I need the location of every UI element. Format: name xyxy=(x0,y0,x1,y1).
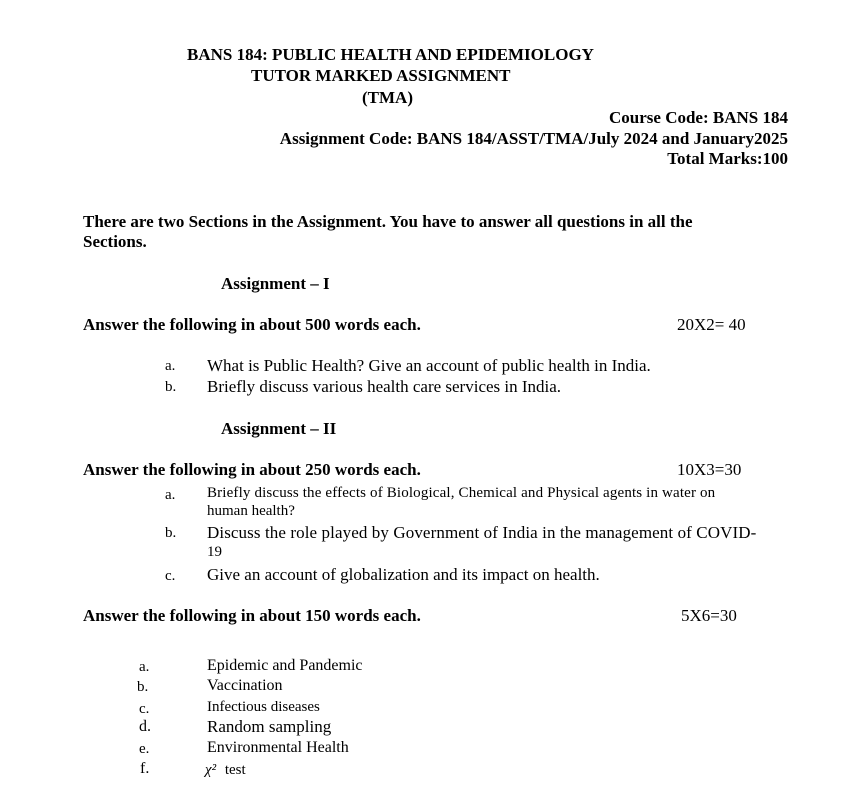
intro-text: There are two Sections in the Assignment. You have to answer all questions in all the Sections. xyxy=(83,212,693,251)
section1-heading: Assignment – I xyxy=(221,274,330,293)
section2-heading: Assignment – II xyxy=(221,419,337,438)
s3-q-c-label: c. xyxy=(139,701,150,717)
s1-q-a-label: a. xyxy=(165,358,176,374)
total-marks: Total Marks:100 xyxy=(667,149,788,168)
s2-q-a-text-line2: human health? xyxy=(207,503,295,519)
s3-q-f-content xyxy=(205,762,246,779)
title-line-3: (TMA) xyxy=(362,88,413,107)
title-line-1: BANS 184: PUBLIC HEALTH AND EPIDEMIOLOGY xyxy=(187,45,594,64)
section1-marks: 20X2= 40 xyxy=(677,315,746,334)
section1-instruction: Answer the following in about 500 words each. xyxy=(83,315,421,334)
section2-marks: 10X3=30 xyxy=(677,460,742,479)
s1-q-a-text: What is Public Health? Give an account of public health in India. xyxy=(207,356,651,375)
course-code: Course Code: BANS 184 xyxy=(609,108,788,127)
s2-q-a-text-line1: Briefly discuss the effects of Biological, Chemical and Physical agents in water on xyxy=(207,485,716,501)
s3-q-b-label: b. xyxy=(137,679,149,695)
s2-q-b-text-line1: Discuss the role played by Government of India in the management of COVID- xyxy=(207,523,757,542)
chi-squared-symbol: χ² xyxy=(205,762,217,778)
s3-q-e-label: e. xyxy=(139,741,150,757)
s3-q-d-text: Random sampling xyxy=(207,717,332,736)
s1-q-b-label: b. xyxy=(165,379,177,395)
s2-q-b-text-line2: 19 xyxy=(207,544,222,560)
assignment-code: Assignment Code: BANS 184/ASST/TMA/July 2024 and January2025 xyxy=(279,129,788,148)
s3-q-f-label: f. xyxy=(140,760,150,777)
title-line-2: TUTOR MARKED ASSIGNMENT xyxy=(251,66,511,85)
s3-q-b-text: Vaccination xyxy=(207,677,283,694)
s2-q-c-text: Give an account of globalization and its impact on health. xyxy=(207,565,600,584)
section3-instruction: Answer the following in about 150 words each. xyxy=(83,606,421,625)
s1-q-b-text: Briefly discuss various health care services in India. xyxy=(207,377,562,396)
s3-q-e-text: Environmental Health xyxy=(207,739,349,756)
section3-marks: 5X6=30 xyxy=(681,606,737,625)
s2-q-a-label: a. xyxy=(165,487,176,503)
s3-q-f-text: test xyxy=(224,762,246,778)
s3-q-d-label: d. xyxy=(139,718,151,735)
s2-q-b-label: b. xyxy=(165,525,177,541)
s3-q-c-text: Infectious diseases xyxy=(207,699,320,715)
section2-instruction: Answer the following in about 250 words each. xyxy=(83,460,421,479)
s3-q-a-text: Epidemic and Pandemic xyxy=(207,657,363,674)
s2-q-c-label: c. xyxy=(165,568,176,584)
s3-q-a-label: a. xyxy=(139,659,150,675)
